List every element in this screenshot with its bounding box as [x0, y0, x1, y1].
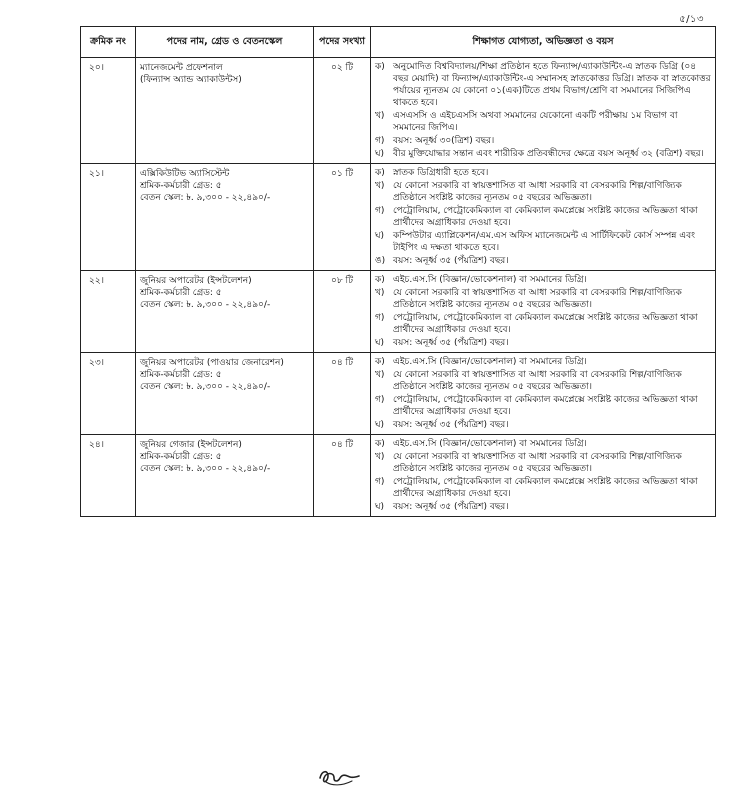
serial-cell: ২০। [81, 58, 136, 164]
table-row [81, 435, 716, 517]
item-marker: গ) [375, 313, 385, 323]
qualification-item [375, 110, 712, 134]
table-row [81, 164, 716, 271]
page-number: ৫/১৩ [679, 14, 704, 25]
item-marker: খ) [375, 288, 385, 298]
table-header-row [81, 27, 716, 58]
item-text: এইচ.এস.সি (বিজ্ঞান/ভোকেশনাল) বা সমমানের ডিগ্রি। [393, 357, 587, 367]
item-text: কম্পিউটার এ্যাপ্লিকেশন/এম.এস অফিস ম্যানেজমেন্ট এ সার্টিফিকেট কোর্স সম্পন্ন এবং টাইপিং এ দক্ষতা থাকতে হবে। [393, 231, 696, 253]
serial-cell: ২১। [81, 164, 136, 271]
post-cell: জুনিয়র অপারেটর (ইন্সটলেশন) শ্রমিক-কর্মচারী গ্রেড: ৫ বেতন স্কেল: ৳. ৯,৩০০ - ২২,৪৯০/- [136, 271, 314, 353]
item-marker: গ) [375, 395, 385, 405]
qualification-item [375, 501, 712, 513]
item-marker: ঘ) [375, 231, 385, 241]
item-text: বীর মুক্তিযোদ্ধার সন্তান এবং শারীরিক প্রতিবন্ধীদের ক্ষেত্রে বয়স অনূর্ধ্ব ৩২ (বত্রিশ) বছর। [393, 149, 704, 159]
post-cell: এক্সিকিউটিভ অ্যাসিস্টেন্ট শ্রমিক-কর্মচারী গ্রেড: ৫ বেতন স্কেল: ৳. ৯,৩০০ - ২২,৪৯০/- [136, 164, 314, 271]
post-cell: ম্যানেজমেন্ট প্রফেশনাল (ফিন্যান্স অ্যান্ড অ্যাকাউন্টস) [136, 58, 314, 164]
item-marker: খ) [375, 181, 385, 191]
item-text: এইচ.এস.সি (বিজ্ঞান/ভোকেশনাল) বা সমমানের ডিগ্রি। [393, 275, 587, 285]
post-cell: জুনিয়র গেজার (ইন্সটলেশন) শ্রমিক-কর্মচারী গ্রেড: ৫ বেতন স্কেল: ৳. ৯,৩০০ - ২২,৪৯০/- [136, 435, 314, 517]
item-text: বয়স: অনূর্ধ্ব ৩০(ত্রিশ) বছর। [393, 136, 495, 146]
qualification-item [375, 230, 712, 254]
item-text: পেট্রোলিয়াম, পেট্রোকেমিক্যাল বা কেমিক্যাল কমপ্লেক্সে সংশ্লিষ্ট কাজের অভিজ্ঞতা থাকা প্রার্থীদের অগ্রাধিকার দেওয়া হবে। [393, 313, 698, 335]
header-post: পদের নাম, গ্রেড ও বেতনস্কেল [136, 27, 314, 58]
qualification-item [375, 148, 712, 160]
item-marker: গ) [375, 477, 385, 487]
qualification-item [375, 451, 712, 475]
qualification-item [375, 205, 712, 229]
item-marker: ক) [375, 439, 385, 449]
item-marker: ঘ) [375, 420, 385, 430]
item-marker: ক) [375, 168, 385, 178]
item-text: পেট্রোলিয়াম, পেট্রোকেমিক্যাল বা কেমিক্যাল কমপ্লেক্সে সংশ্লিষ্ট কাজের অভিজ্ঞতা থাকা প্রার্থীদের অগ্রাধিকার দেওয়া হবে। [393, 395, 698, 417]
item-marker: গ) [375, 136, 385, 146]
qualification-cell [371, 164, 716, 271]
qualification-item [375, 274, 712, 286]
item-marker: ঘ) [375, 149, 385, 159]
item-text: বয়স: অনূর্ধ্ব ৩৫ (পঁয়ত্রিশ) বছর। [393, 256, 509, 266]
qualification-item [375, 476, 712, 500]
item-marker: ক) [375, 62, 385, 72]
post-cell: জুনিয়র অপারেটর (পাওয়ার জেনারেশন) শ্রমিক-কর্মচারী গ্রেড: ৫ বেতন স্কেল: ৳. ৯,৩০০ - ২২,৪৯০/- [136, 353, 314, 435]
count-cell: ০৮ টি [314, 271, 371, 353]
serial-cell: ২৩। [81, 353, 136, 435]
qualification-item [375, 337, 712, 349]
item-marker: ঘ) [375, 338, 385, 348]
qualification-item [375, 369, 712, 393]
qualification-item [375, 356, 712, 368]
item-marker: ঘ) [375, 502, 385, 512]
item-marker: খ) [375, 452, 385, 462]
item-text: বয়স: অনূর্ধ্ব ৩৫ (পঁয়ত্রিশ) বছর। [393, 338, 509, 348]
item-marker: ঙ) [375, 256, 386, 266]
table-row [81, 271, 716, 353]
item-text: এইচ.এস.সি (বিজ্ঞান/ভোকেশনাল) বা সমমানের ডিগ্রি। [393, 439, 587, 449]
item-text: যে কোনো সরকারি বা স্বায়ত্তশাসিত বা আধা সরকারি বা বেসরকারি শিল্প/বাণিজ্যিক প্রতিষ্ঠানে সংশ্লিষ্ট কাজের ন্যূনতম ০৫ বছরের অভিজ্ঞতা। [393, 181, 682, 203]
signature-image [316, 764, 362, 790]
qualification-cell [371, 58, 716, 164]
qualification-cell [371, 435, 716, 517]
item-marker: খ) [375, 370, 385, 380]
item-text: পেট্রোলিয়াম, পেট্রোকেমিক্যাল বা কেমিক্যাল কমপ্লেক্সে সংশ্লিষ্ট কাজের অভিজ্ঞতা থাকা প্রার্থীদের অগ্রাধিকার দেওয়া হবে। [393, 206, 698, 228]
item-marker: ক) [375, 357, 385, 367]
item-text: বয়স: অনূর্ধ্ব ৩৫ (পঁয়ত্রিশ) বছর। [393, 420, 509, 430]
qualification-item [375, 167, 712, 179]
table-row [81, 58, 716, 164]
serial-cell: ২২। [81, 271, 136, 353]
qualification-cell [371, 353, 716, 435]
job-requirements-table [80, 26, 716, 517]
qualification-item [375, 61, 712, 109]
item-text: বয়স: অনূর্ধ্ব ৩৫ (পঁয়ত্রিশ) বছর। [393, 502, 509, 512]
item-marker: ক) [375, 275, 385, 285]
item-text: পেট্রোলিয়াম, পেট্রোকেমিক্যাল বা কেমিক্যাল কমপ্লেক্সে সংশ্লিষ্ট কাজের অভিজ্ঞতা থাকা প্রার্থীদের অগ্রাধিকার দেওয়া হবে। [393, 477, 698, 499]
table-row [81, 353, 716, 435]
count-cell: ০৪ টি [314, 435, 371, 517]
qualification-item [375, 394, 712, 418]
item-marker: খ) [375, 111, 385, 121]
item-text: স্নাতক ডিগ্রিধারী হতে হবে। [393, 168, 489, 178]
qualification-cell [371, 271, 716, 353]
item-text: অনুমোদিত বিশ্ববিদ্যালয়/শিক্ষা প্রতিষ্ঠান হতে ফিন্যান্স/এ্যাকাউন্টিং-এ স্নাতক ডিগ্রি (০৪ বছর মেয়াদি) বা ফিন্যান্স/এ্যাকাউন্টিং-এ সম্মানসহ স্নাতকোত্তর ডিগ্রি। স্নাতক বা স্নাতকোত্তর পর্যায়ের ন্যূনতম যে কোনো ০১(এক)টিতে প্রথম বিভাগ/শ্রেণি বা সমমানের সিজিপিএ থাকতে হবে। [393, 62, 711, 108]
qualification-item [375, 135, 712, 147]
qualification-item [375, 180, 712, 204]
qualification-item [375, 255, 712, 267]
item-marker: গ) [375, 206, 385, 216]
item-text: যে কোনো সরকারি বা স্বায়ত্তশাসিত বা আধা সরকারি বা বেসরকারি শিল্প/বাণিজ্যিক প্রতিষ্ঠানে সংশ্লিষ্ট কাজের ন্যূনতম ০৫ বছরের অভিজ্ঞতা। [393, 370, 682, 392]
header-qualification: শিক্ষাগত যোগ্যতা, অভিজ্ঞতা ও বয়স [371, 27, 716, 58]
header-count: পদের সংখ্যা [314, 27, 371, 58]
qualification-item [375, 312, 712, 336]
item-text: যে কোনো সরকারি বা স্বায়ত্তশাসিত বা আধা সরকারি বা বেসরকারি শিল্প/বাণিজ্যিক প্রতিষ্ঠানে সংশ্লিষ্ট কাজের ন্যূনতম ০৫ বছরের অভিজ্ঞতা। [393, 288, 682, 310]
count-cell: ০২ টি [314, 58, 371, 164]
qualification-item [375, 419, 712, 431]
serial-cell: ২৪। [81, 435, 136, 517]
qualification-item [375, 438, 712, 450]
count-cell: ০৪ টি [314, 353, 371, 435]
count-cell: ০১ টি [314, 164, 371, 271]
header-serial: ক্রমিক নং [81, 27, 136, 58]
qualification-item [375, 287, 712, 311]
item-text: এসএসসি ও এইচএসসি অথবা সমমানের যেকোনো একটি পরীক্ষায় ১ম বিভাগ বা সমমানের জিপিএ। [393, 111, 678, 133]
item-text: যে কোনো সরকারি বা স্বায়ত্তশাসিত বা আধা সরকারি বা বেসরকারি শিল্প/বাণিজ্যিক প্রতিষ্ঠানে সংশ্লিষ্ট কাজের ন্যূনতম ০৫ বছরের অভিজ্ঞতা। [393, 452, 682, 474]
